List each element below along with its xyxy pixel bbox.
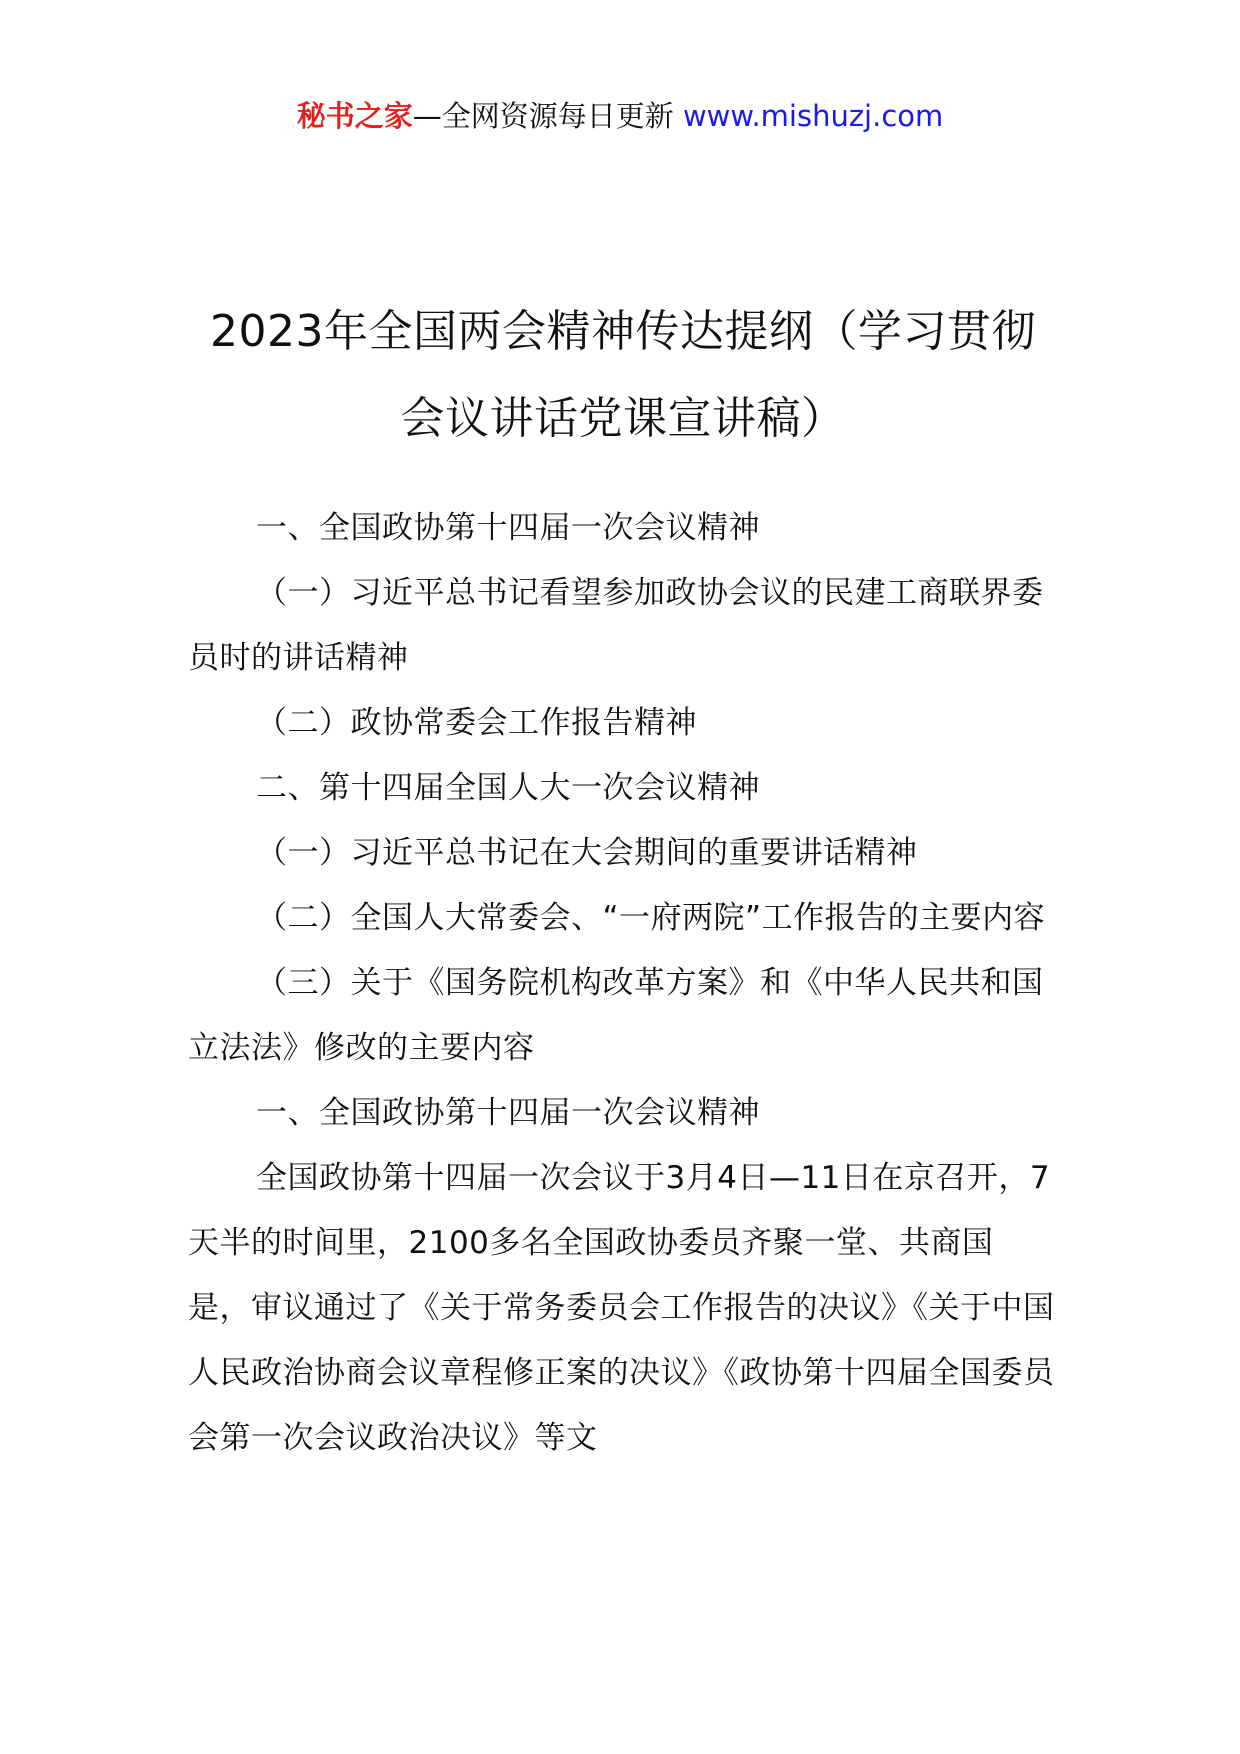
title-line-2: 会议讲话党课宣讲稿） bbox=[400, 393, 846, 444]
subheading-1-1: （一）习近平总书记看望参加政协会议的民建工商联界委员时的讲话精神 bbox=[188, 575, 1044, 676]
subheading-2-2: （二）全国人大常委会、“一府两院”工作报告的主要内容 bbox=[256, 900, 1046, 936]
heading-section-1: 一、全国政协第十四届一次会议精神 bbox=[256, 510, 760, 546]
body-paragraph: 全国政协第十四届一次会议于3月4日—11日在京召开，7天半的时间里，2100多名全国政协委员齐聚一堂、共商国是，审议通过了《关于常务委员会工作报告的决议》《关于中国人民政治协商会议章程修正案的决议》《政协第十四届全国委员会第一次会议政治决议》等文 bbox=[188, 1160, 1055, 1456]
heading-section-1-repeat: 一、全国政协第十四届一次会议精神 bbox=[256, 1095, 760, 1131]
heading-section-2: 二、第十四届全国人大一次会议精神 bbox=[256, 770, 760, 806]
website-link[interactable]: www.mishuzj.com bbox=[682, 99, 944, 133]
subheading-2-1: （一）习近平总书记在大会期间的重要讲话精神 bbox=[256, 835, 918, 871]
header-tagline: —全网资源每日更新 bbox=[412, 99, 674, 133]
document-body bbox=[188, 496, 1056, 1471]
document-title bbox=[188, 288, 1058, 462]
site-header bbox=[0, 96, 1240, 136]
brand-name: 秘书之家 bbox=[296, 99, 413, 133]
subheading-1-2: （二）政协常委会工作报告精神 bbox=[256, 705, 697, 741]
title-line-1: 2023年全国两会精神传达提纲（学习贯彻 bbox=[210, 306, 1036, 357]
subheading-2-3: （三）关于《国务院机构改革方案》和《中华人民共和国立法法》修改的主要内容 bbox=[188, 965, 1044, 1066]
